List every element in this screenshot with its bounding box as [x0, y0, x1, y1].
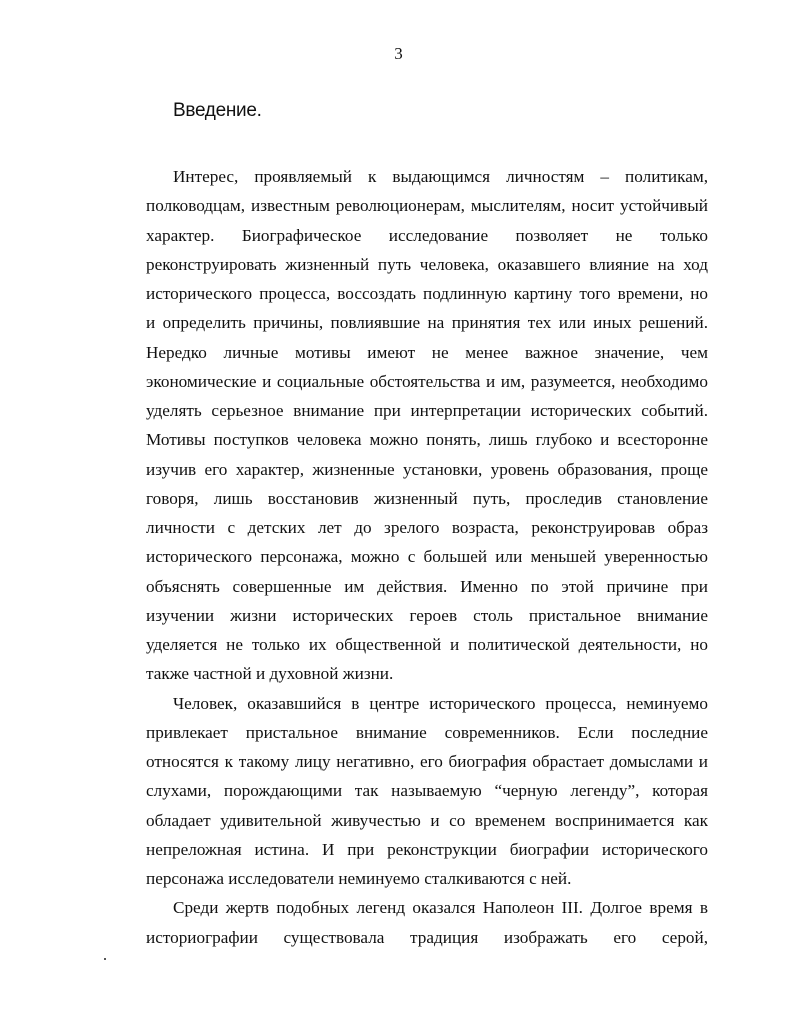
- scan-speck: [104, 958, 106, 960]
- paragraph-1-line: личности с детских лет до зрелого возраста, реконструировав образ: [146, 518, 708, 537]
- paragraph-1-line: и определить причины, повлиявшие на принятия тех или иных решений.: [146, 313, 708, 333]
- paragraph-1-line: объяснять совершенные им действия. Именно по этой причине при: [146, 576, 708, 596]
- paragraph-1-line: уделяется не только их общественной и политической деятельности, но: [146, 635, 708, 654]
- page-number: 3: [394, 44, 403, 63]
- paragraph-1-line: Мотивы поступков человека можно понять, лишь глубоко и всесторонне: [146, 430, 708, 450]
- paragraph-3-line: историографии существовала традиция изображать его серой,: [146, 927, 708, 947]
- paragraph-1-line: полководцам, известным революционерам, мыслителям, носит устойчивый: [146, 196, 708, 216]
- paragraph-2-line: непреложная истина. И при реконструкции биографии исторического: [146, 839, 708, 859]
- paragraph-1-line: изучении жизни исторических героев столь пристальное внимание: [146, 605, 708, 625]
- paragraph-1-line: Нередко личные мотивы имеют не менее важное значение, чем: [146, 342, 708, 362]
- paragraph-1-line: говоря, лишь восстановив жизненный путь, проследив становление: [146, 488, 708, 508]
- paragraph-2-line: Человек, оказавшийся в центре исторического процесса, неминуемо: [173, 693, 708, 713]
- paragraph-1-line: исторического процесса, воссоздать подлинную картину того времени, но: [146, 284, 708, 303]
- paragraph-1-line: экономические и социальные обстоятельства и им, разумеется, необходимо: [146, 371, 708, 391]
- paragraph-2-line: персонажа исследователи неминуемо сталкиваются с ней.: [146, 869, 572, 888]
- paragraph-2-line: привлекает пристальное внимание современников. Если последние: [146, 722, 708, 742]
- paragraph-3-line: Среди жертв подобных легенд оказался Наполеон III. Долгое время в: [173, 898, 708, 918]
- paragraph-1-line: уделять серьезное внимание при интерпретации исторических событий.: [146, 401, 708, 420]
- body-text: [146, 162, 708, 952]
- paragraph-2-line: слухами, порождающими так называемую “черную легенду”, которая: [146, 781, 708, 801]
- paragraph-1-line: также частной и духовной жизни.: [146, 664, 394, 684]
- paragraph-1-line: исторического персонажа, можно с большей или меньшей уверенностью: [146, 547, 708, 567]
- paragraph-2-line: относятся к такому лицу негативно, его биография обрастает домыслами и: [146, 752, 708, 771]
- paragraph-1-line: характер. Биографическое исследование позволяет не только: [146, 225, 708, 245]
- paragraph-1-line: Интерес, проявляемый к выдающимся личностям – политикам,: [173, 167, 708, 186]
- section-heading: Введение.: [173, 100, 262, 121]
- paragraph-1-line: изучив его характер, жизненные установки, уровень образования, проще: [146, 459, 708, 479]
- paragraph-2-line: обладает удивительной живучестью и со временем воспринимается как: [146, 810, 708, 830]
- paragraph-1-line: реконструировать жизненный путь человека, оказавшего влияние на ход: [146, 254, 708, 274]
